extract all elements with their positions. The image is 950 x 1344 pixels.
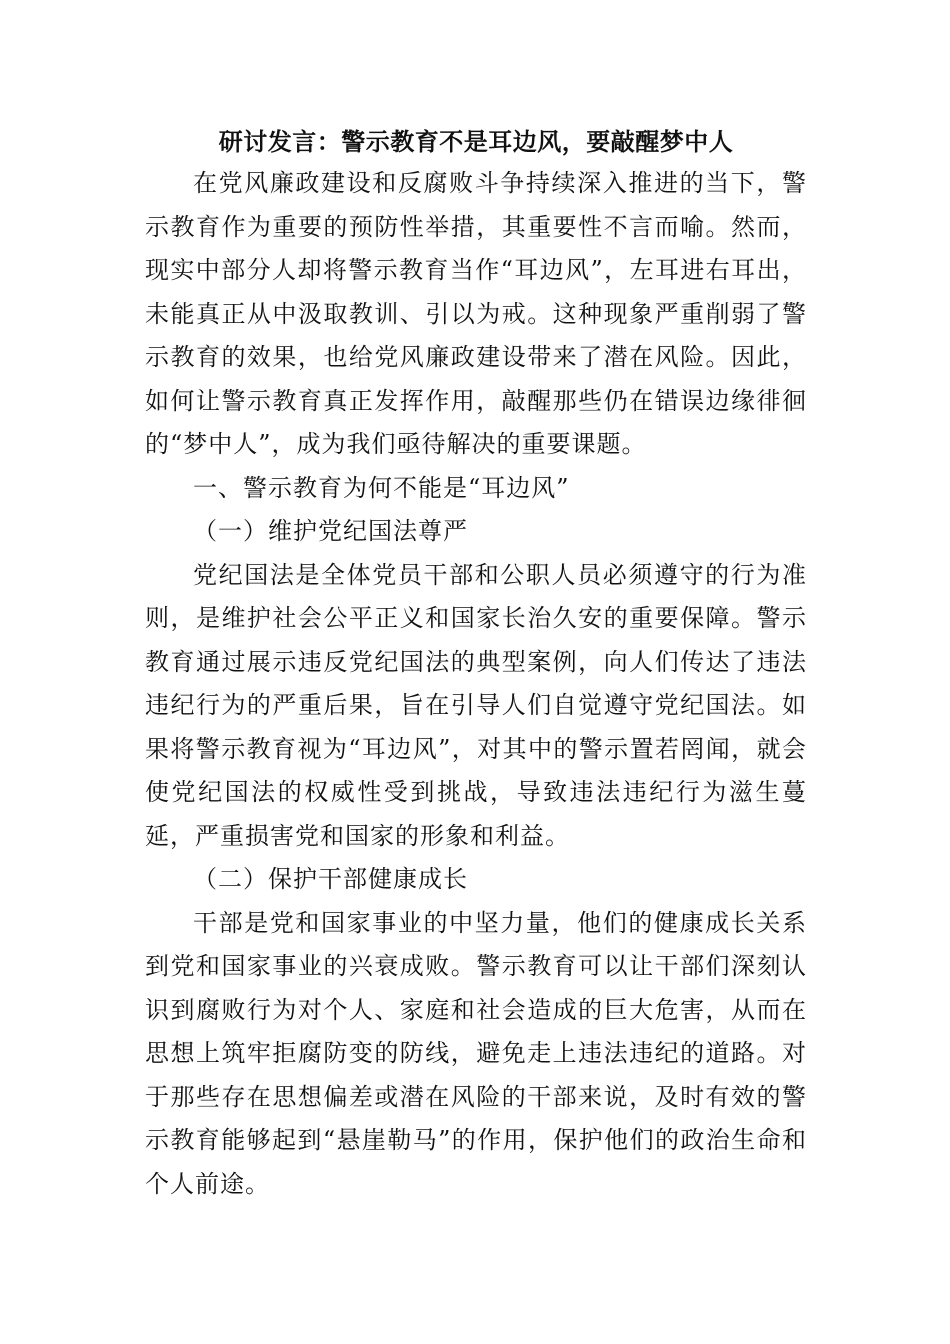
- section-1-heading: 一、警示教育为何不能是“耳边风”: [193, 473, 570, 502]
- document-body: [145, 122, 807, 1206]
- intro-paragraph: 在党风廉政建设和反腐败斗争持续深入推进的当下，警示教育作为重要的预防性举措，其重要性不言而喻。然而，现实中部分人却将警示教育当作“耳边风”，左耳进右耳出，未能真正从中汲取教训、引以为戒。这种现象严重削弱了警示教育的效果，也给党风廉政建设带来了潜在风险。因此，如何让警示教育真正发挥作用，敲醒那些仍在错误边缘徘徊的“梦中人”，成为我们亟待解决的重要课题。: [145, 169, 807, 458]
- document-title: 研讨发言：警示教育不是耳边风，要敲醒梦中人: [218, 127, 734, 156]
- subsection-2-paragraph: 干部是党和国家事业的中坚力量，他们的健康成长关系到党和国家事业的兴衰成败。警示教育可以让干部们深刻认识到腐败行为对个人、家庭和社会造成的巨大危害，从而在思想上筑牢拒腐防变的防线，避免走上违法违纪的道路。对于那些存在思想偏差或潜在风险的干部来说，及时有效的警示教育能够起到“悬崖勒马”的作用，保护他们的政治生命和个人前途。: [145, 908, 807, 1198]
- subsection-1-heading: （一）维护党纪国法尊严: [193, 517, 468, 545]
- subsection-1-paragraph: 党纪国法是全体党员干部和公职人员必须遵守的行为准则，是维护社会公平正义和国家长治久安的重要保障。警示教育通过展示违反党纪国法的典型案例，向人们传达了违法违纪行为的严重后果，旨在引导人们自觉遵守党纪国法。如果将警示教育视为“耳边风”，对其中的警示置若罔闻，就会使党纪国法的权威性受到挑战，导致违法违纪行为滋生蔓延，严重损害党和国家的形象和利益。: [145, 560, 807, 850]
- subsection-2-heading: （二）保护干部健康成长: [193, 865, 468, 893]
